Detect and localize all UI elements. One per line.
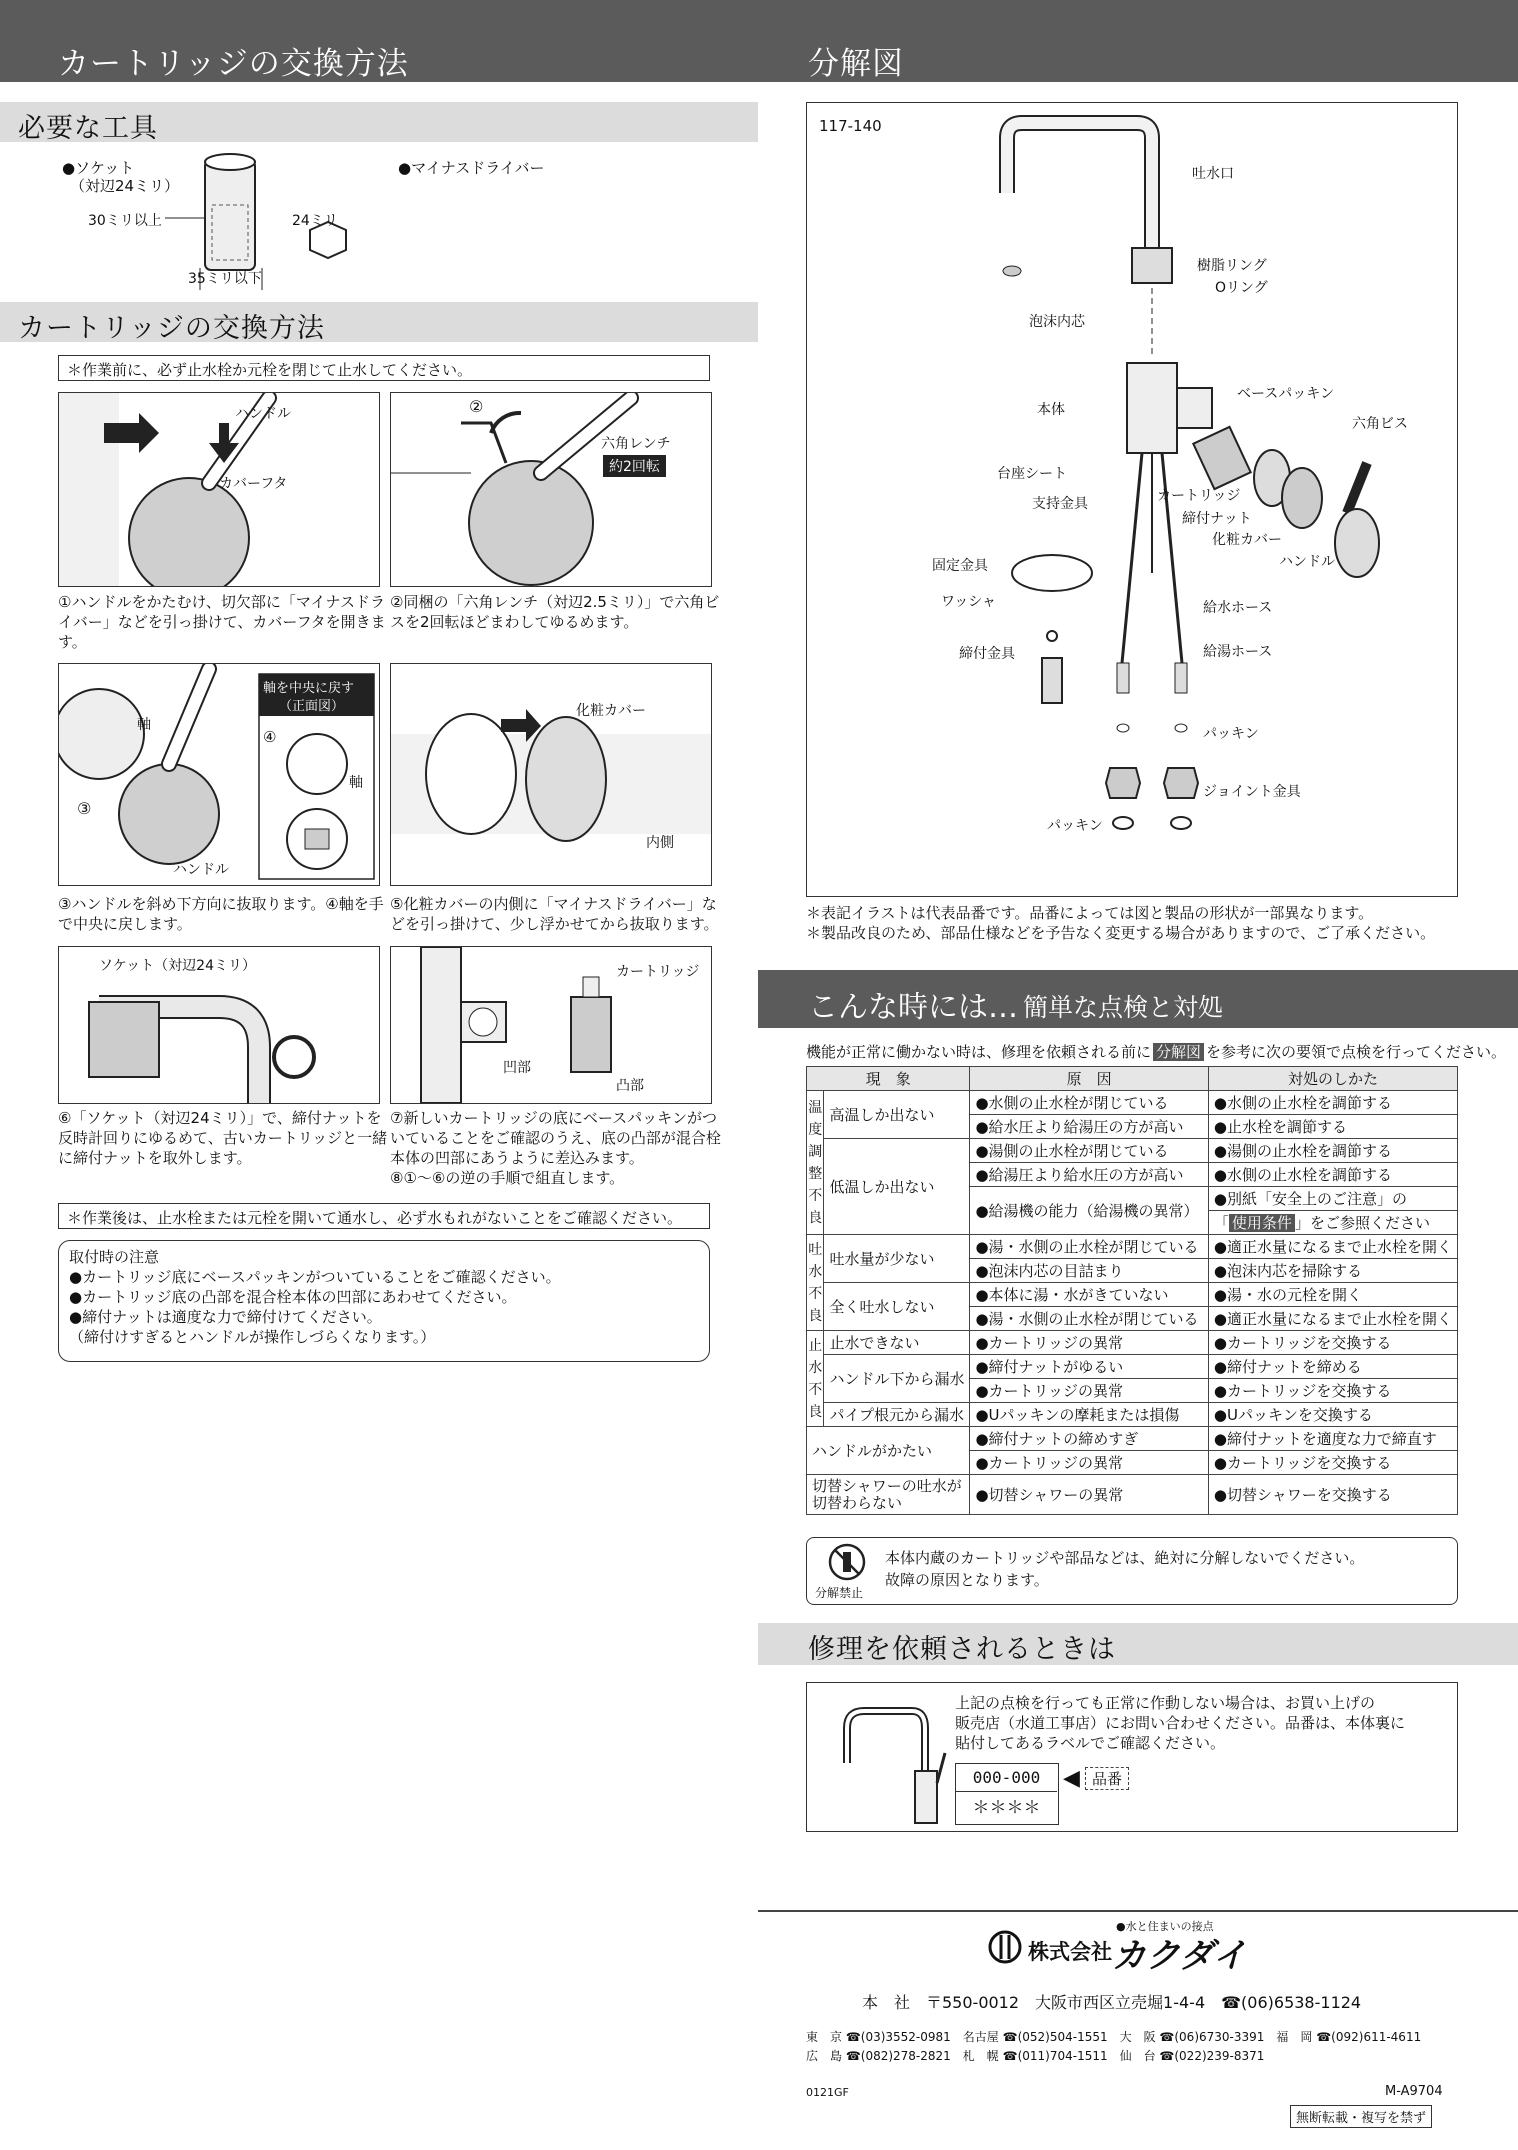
cause: ●湯側の止水栓が閉じている [970, 1139, 1208, 1163]
step7-caption: ⑦新しいカートリッジの底にベースパッキンがついていることをご確認のうえ、底の凸部が混合栓本体の凹部にあうように差込みます。 [390, 1109, 721, 1167]
fix: ●別紙「安全上のご注意」の [1208, 1187, 1457, 1211]
label-nut: 締付ナット [1182, 511, 1252, 527]
table-row [807, 1475, 1458, 1515]
intro-text-b: を参考に次の要領で点検を行ってください。 [1206, 1043, 1507, 1061]
fix: ●適正水量になるまで止水栓を開く [1208, 1307, 1457, 1331]
fix: ●水側の止水栓を調節する [1208, 1091, 1457, 1115]
method-section-bar [0, 302, 758, 342]
warning-line-1: 本体内蔵のカートリッジや部品などは、絶対に分解しないでください。 [885, 1549, 1365, 1567]
fix: 「 使用条件 」をご参照ください [1208, 1211, 1457, 1235]
cause: ●本体に湯・水がきていない [970, 1283, 1208, 1307]
phen-handle-hard: ハンドルがかたい [807, 1427, 970, 1475]
intro-text-a: 機能が正常に働かない時は、修理を依頼される前に [806, 1043, 1152, 1061]
table-row [807, 1331, 1458, 1355]
fix: ●泡沫内芯を掃除する [1208, 1259, 1457, 1283]
label-spout: 吐水口 [1192, 166, 1234, 182]
step3-image [58, 663, 380, 886]
label-socket-6: ソケット（対辺24ミリ） [99, 958, 256, 974]
cause: ●水側の止水栓が閉じている [970, 1091, 1208, 1115]
label-base-sheet: 台座シート [997, 466, 1067, 482]
th-cause: 原 因 [970, 1067, 1208, 1091]
table-row [807, 1403, 1458, 1427]
phen-leak-handle: ハンドル下から漏水 [824, 1355, 970, 1403]
step5-caption: ⑤化粧カバーの内側に「マイナスドライバー」などを引っ掛けて、少し浮かせてから抜取ります。 [390, 895, 719, 933]
exploded-drawing [807, 103, 1457, 896]
table-row [807, 1283, 1458, 1307]
phen-low-flow: 吐水量が少ない [824, 1235, 970, 1283]
copyright-notice: 無断転載・複写を禁ず [1290, 2105, 1432, 2128]
exploded-note-2: ＊製品改良のため、部品仕様などを予告なく変更する場合がありますので、ご了承ください。 [806, 924, 1436, 942]
post-work-note: ＊作業後は、止水栓または元栓を開いて通水し、必ず水もれがないことをご確認ください。 [58, 1203, 710, 1229]
th-phenomenon: 現 象 [807, 1067, 970, 1091]
table-row [807, 1235, 1458, 1259]
footer-divider [758, 1910, 1518, 1912]
label-aerator: 泡沫内芯 [1029, 314, 1085, 330]
cat-stop: 止水不良 [807, 1331, 824, 1427]
repair-line-3: 貼付してあるラベルでご確認ください。 [955, 1734, 1226, 1752]
step2-image [390, 392, 712, 587]
caution-line-4: （締付けすぎるとハンドルが操作しづらくなります。） [69, 1328, 436, 1346]
label-axis-2: 軸 [349, 775, 363, 791]
label-cold-hose: 給水ホース [1203, 600, 1273, 616]
inset-sub: （正面図） [279, 699, 345, 714]
step1-image [58, 392, 380, 587]
right-title: 分解図 [808, 46, 904, 82]
company-prefix: 株式会社 [1028, 1940, 1112, 1964]
product-stars: ＊＊＊＊ [972, 1798, 1041, 1818]
label-handle-3: ハンドル [173, 862, 229, 878]
trouble-title-main: こんな時には… [808, 990, 1018, 1025]
caution-box [58, 1240, 710, 1362]
repair-title: 修理を依頼されるときは [808, 1634, 1116, 1665]
label-resin-ring: 樹脂リング [1197, 258, 1267, 274]
caution-title: 取付時の注意 [69, 1248, 160, 1266]
cause: ●給湯圧より給水圧の方が高い [970, 1163, 1208, 1187]
label-handle-2: ハンドル [1279, 554, 1335, 570]
repair-line-1: 上記の点検を行っても正常に作動しない場合は、お買い上げの [955, 1694, 1376, 1712]
fix: ●カートリッジを交換する [1208, 1451, 1457, 1475]
model-number: 117-140 [819, 117, 882, 135]
fix: ●止水栓を調節する [1208, 1115, 1457, 1139]
fix: ●湯・水の元栓を開く [1208, 1283, 1457, 1307]
tools-title: 必要な工具 [18, 113, 158, 144]
phen-low-only: 低温しか出ない [824, 1139, 970, 1235]
socket-label: ●ソケット [62, 159, 135, 177]
label-deco-cover-2: 化粧カバー [1212, 532, 1282, 548]
cause: ●給湯機の能力（給湯機の異常） [970, 1187, 1208, 1235]
label-base-packing: ベースパッキン [1237, 386, 1335, 402]
disassembly-warning [806, 1537, 1458, 1605]
step3-num: ③ [77, 799, 92, 818]
pre-work-note: ＊作業前に、必ず止水栓か元栓を閉じて止水してください。 [58, 355, 710, 381]
cause: ●カートリッジの異常 [970, 1331, 1208, 1355]
caution-line-2: ●カートリッジ底の凸部を混合栓本体の凹部にあわせてください。 [69, 1288, 517, 1306]
repair-line-2: 販売店（水道工事店）にお問い合わせください。品番は、本体裏に [955, 1714, 1406, 1732]
cat-flow: 吐水不良 [807, 1235, 824, 1331]
warning-line-2: 故障の原因となります。 [885, 1571, 1049, 1589]
cause: ●切替シャワーの異常 [970, 1475, 1208, 1515]
label-joint: ジョイント金具 [1203, 784, 1301, 800]
warning-label: 分解禁止 [815, 1586, 864, 1600]
headquarters: 本 社 〒550-0012 大阪市西区立売堀1-4-4 ☎(06)6538-1124 [862, 1993, 1362, 2012]
cause: ●締付ナットがゆるい [970, 1355, 1208, 1379]
phen-no-stop: 止水できない [824, 1331, 970, 1355]
fix: ●カートリッジを交換する [1208, 1331, 1457, 1355]
socket-sub: （対辺24ミリ） [70, 177, 180, 195]
caution-line-3: ●締付ナットは適度な力で締付けてください。 [69, 1308, 382, 1326]
cause: ●給水圧より給湯圧の方が高い [970, 1115, 1208, 1139]
step5-image [390, 663, 712, 886]
inset-title: 軸を中央に戻す [263, 681, 355, 696]
fix-tag: 使用条件 [1229, 1214, 1295, 1232]
label-turns: 約2回転 [603, 455, 666, 477]
phen-leak-pipe: パイプ根元から漏水 [824, 1403, 970, 1427]
cause: ●湯・水側の止水栓が閉じている [970, 1307, 1208, 1331]
label-boss: 凸部 [616, 1078, 644, 1094]
label-hot-hose: 給湯ホース [1203, 644, 1273, 660]
cause: ●Uパッキンの摩耗または損傷 [970, 1403, 1208, 1427]
company-name: カクダイ [1112, 1936, 1247, 1976]
phen-shower: 切替シャワーの吐水が切替わらない [807, 1475, 970, 1515]
step8-caption: ⑧①～⑥の逆の手順で組直します。 [390, 1169, 625, 1187]
fix: ●締付ナットを締める [1208, 1355, 1457, 1379]
trouble-title-sub: 簡単な点検と対処 [1023, 993, 1224, 1022]
fix: ●湯側の止水栓を調節する [1208, 1139, 1457, 1163]
step2-drawing [391, 393, 711, 586]
fix: ●切替シャワーを交換する [1208, 1475, 1457, 1515]
fix: ●Uパッキンを交換する [1208, 1403, 1457, 1427]
label-hex-screw: 六角ビス [1352, 416, 1408, 432]
branches-2: 広 島 ☎(082)278-2821 札 幌 ☎(011)704-1511 仙 台 ☎(022)239-8371 [806, 2049, 1265, 2063]
arrow-left-icon: ◀ [1063, 1766, 1080, 1791]
branches-1: 東 京 ☎(03)3552-0981 名古屋 ☎(052)504-1551 大 阪 ☎(06)6730-3391 福 岡 ☎(092)611-4611 [806, 2030, 1422, 2044]
label-deco-cover: 化粧カバー [576, 703, 646, 719]
step4-num: ④ [263, 728, 277, 746]
exploded-note-1: ＊表記イラストは代表品番です。品番によっては図と製品の形状が一部異なります。 [806, 904, 1374, 922]
repair-box [806, 1682, 1458, 1832]
left-title: カートリッジの交換方法 [58, 46, 409, 82]
step3-caption: ③ハンドルを斜め下方向に抜取ります。④軸を手で中央に戻します。 [58, 895, 384, 933]
cause: ●カートリッジの異常 [970, 1451, 1208, 1475]
th-fix: 対処のしかた [1208, 1067, 1457, 1091]
label-body: 本体 [1037, 402, 1065, 418]
table-row [807, 1355, 1458, 1379]
label-washer: ワッシャ [941, 594, 997, 610]
dim-24-label: 24ミリ [292, 213, 338, 229]
faucet-illustration [807, 1683, 957, 1831]
label-cartridge: カートリッジ [1157, 488, 1241, 504]
product-label [955, 1763, 1059, 1825]
dim-35-label: 35ミリ以下 [188, 271, 262, 287]
fix: ●適正水量になるまで止水栓を開く [1208, 1235, 1457, 1259]
no-disassembly-icon [827, 1542, 867, 1582]
step6-caption: ⑥「ソケット（対辺24ミリ）」で、締付ナットを反時計回りにゆるめて、古いカートリッジと一緒に締付ナットを取外します。 [58, 1109, 388, 1167]
fix-text: をご参照ください [1309, 1214, 1430, 1232]
doc-code-right: M-A9704 [1385, 2084, 1443, 2099]
intro-tag: 分解図 [1153, 1043, 1204, 1061]
trouble-intro [806, 1042, 1506, 1062]
step6-image [58, 946, 380, 1104]
table-row [807, 1091, 1458, 1115]
fix: ●締付ナットを適度な力で締直す [1208, 1427, 1457, 1451]
label-axis: 軸 [137, 717, 151, 733]
label-inner: 内側 [646, 835, 674, 851]
label-wrench: 六角レンチ [601, 436, 671, 452]
cat-temp: 温度調整不良 [807, 1091, 824, 1235]
method-title: カートリッジの交換方法 [18, 313, 325, 344]
fix: ●カートリッジを交換する [1208, 1379, 1457, 1403]
exploded-diagram [806, 102, 1458, 897]
cause: ●締付ナットの締めすぎ [970, 1427, 1208, 1451]
label-packing: パッキン [1203, 726, 1259, 742]
repair-section-bar [758, 1623, 1518, 1665]
tools-section-bar [0, 102, 758, 142]
label-fastener: 締付金具 [959, 646, 1015, 662]
trouble-table [806, 1066, 1458, 1515]
table-row [807, 1427, 1458, 1451]
caution-line-1: ●カートリッジ底にベースパッキンがついていることをご確認ください。 [69, 1268, 561, 1286]
label-handle: ハンドル [235, 406, 291, 422]
label-cover: カバーフタ [219, 476, 288, 492]
company-tagline: ●水と住まいの接点 [1116, 1920, 1214, 1933]
label-packing-2: パッキン [1047, 818, 1103, 834]
label-support: 支持金具 [1032, 496, 1088, 512]
step2-caption: ②同梱の「六角レンチ（対辺2.5ミリ）」で六角ビスを2回転ほどまわしてゆるめます。 [390, 593, 720, 631]
doc-code-left: 0121GF [806, 2086, 849, 2099]
label-recess: 凹部 [503, 1060, 531, 1076]
label-fix-bracket: 固定金具 [932, 558, 988, 574]
step1-caption: ①ハンドルをかたむけ、切欠部に「マイナスドライバー」などを引っ掛けて、カバーフタを開きます。 [58, 593, 386, 651]
step7-image [390, 946, 712, 1104]
product-number-label: 品番 [1085, 1767, 1129, 1790]
label-o-ring: Oリング [1215, 280, 1268, 296]
trouble-section-bar [758, 970, 1518, 1028]
table-row [807, 1139, 1458, 1163]
step2-num: ② [469, 397, 484, 416]
cause: ●泡沫内芯の目詰まり [970, 1259, 1208, 1283]
cause: ●カートリッジの異常 [970, 1379, 1208, 1403]
dim-30-label: 30ミリ以上 [88, 213, 162, 229]
driver-label: ●マイナスドライバー [398, 159, 545, 177]
fix: ●水側の止水栓を調節する [1208, 1163, 1457, 1187]
header-bar [0, 0, 1518, 82]
cause: ●湯・水側の止水栓が閉じている [970, 1235, 1208, 1259]
company-logo-icon [988, 1930, 1022, 1964]
label-cartridge-7: カートリッジ [616, 964, 700, 980]
phen-no-flow: 全く吐水しない [824, 1283, 970, 1331]
product-code: 000-000 [956, 1764, 1057, 1792]
phen-hot-only: 高温しか出ない [824, 1091, 970, 1139]
